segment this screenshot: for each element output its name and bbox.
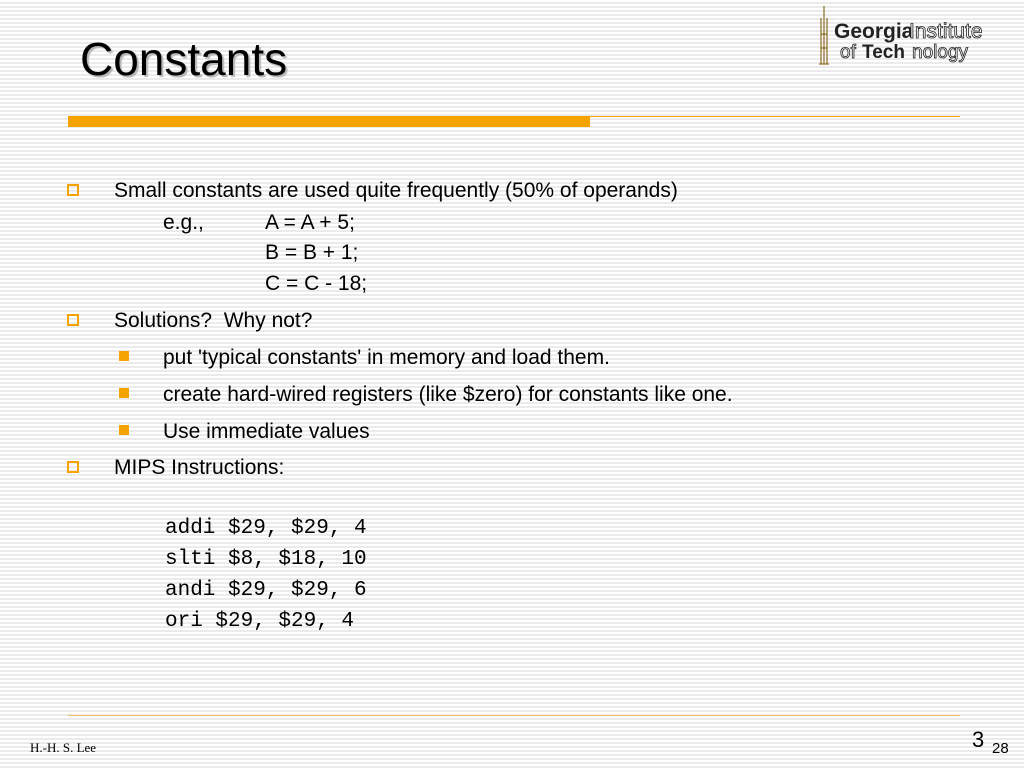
slide-number: 3 xyxy=(972,727,985,752)
sub-bullet-square-icon xyxy=(119,388,129,398)
example-line-3: C = C - 18; xyxy=(265,272,368,295)
code-line-2: slti $8, $18, 10 xyxy=(165,548,367,571)
bullet-box-icon xyxy=(67,184,79,196)
footer-divider xyxy=(68,715,960,716)
example-line-1: A = A + 5; xyxy=(265,211,355,234)
code-line-4: ori $29, $29, 4 xyxy=(165,610,355,633)
sub-bullet-square-icon xyxy=(119,425,129,435)
slide-title: Constants xyxy=(80,33,288,85)
logo-of-text: of xyxy=(840,42,856,63)
logo-nology-text: nology xyxy=(912,42,968,63)
title-underline-thick xyxy=(68,116,590,127)
sub-bullet-square-icon xyxy=(119,351,129,361)
code-line-1: addi $29, $29, 4 xyxy=(165,517,367,540)
bullet-box-icon xyxy=(67,461,79,473)
bullet-1-text: Small constants are used quite frequently (50% of operands) xyxy=(114,179,678,202)
slide-total: 28 xyxy=(992,740,1009,757)
logo-tech-text: Tech xyxy=(862,42,905,63)
example-line-2: B = B + 1; xyxy=(265,241,359,264)
footer-author: H.-H. S. Lee xyxy=(30,740,97,755)
bullet-3-text: MIPS Instructions: xyxy=(114,456,285,479)
logo-georgia-text: Georgia xyxy=(834,20,914,43)
tech-tower-icon xyxy=(819,6,829,64)
code-line-3: andi $29, $29, 6 xyxy=(165,579,367,602)
title-underline-thin xyxy=(590,116,960,117)
example-label: e.g., xyxy=(163,211,204,234)
bullet-2-text: Solutions? Why not? xyxy=(114,309,313,332)
sub-bullet-1-text: put 'typical constants' in memory and load them. xyxy=(163,346,610,369)
sub-bullet-3-text: Use immediate values xyxy=(163,420,370,443)
sub-bullet-2-text: create hard-wired registers (like $zero) for constants like one. xyxy=(163,383,733,406)
bullet-box-icon xyxy=(67,314,79,326)
logo-institute-text: Institute xyxy=(909,20,983,43)
georgia-tech-logo xyxy=(818,4,1018,70)
